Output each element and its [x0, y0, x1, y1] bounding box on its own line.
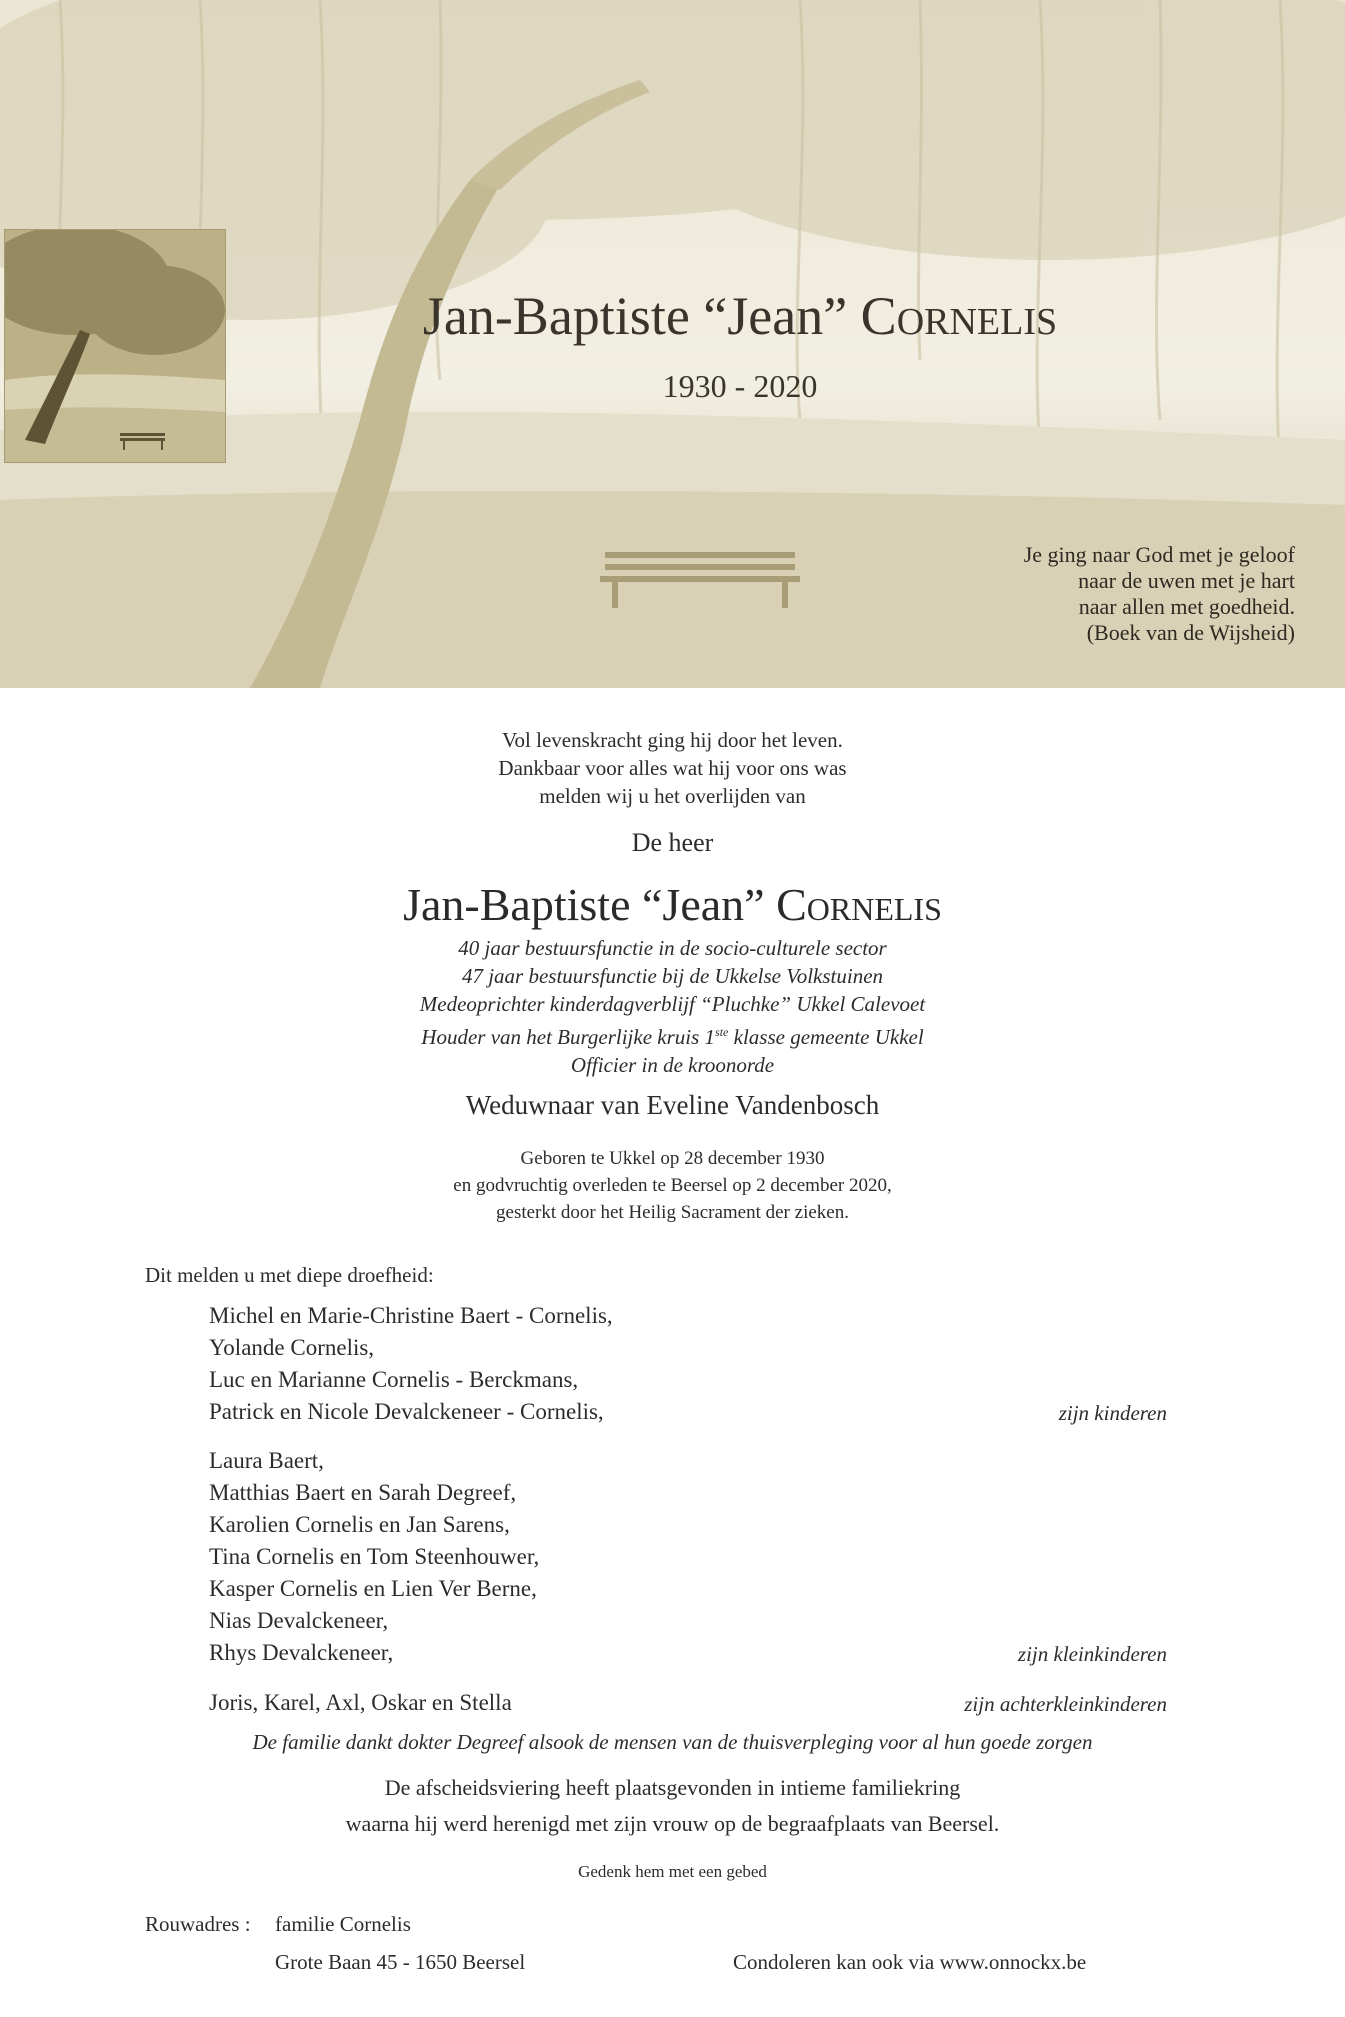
address-family: familie Cornelis [275, 1912, 411, 1936]
great-grandchildren-role: zijn achterkleinkinderen [964, 1692, 1167, 1716]
children-line: Michel en Marie-Christine Baert - Cornelis, [209, 1303, 613, 1328]
condolence-website: Condoleren kan ook via www.onnockx.be [733, 1950, 1087, 1974]
address-label: Rouwadres : [145, 1912, 251, 1936]
grandchildren-line: Laura Baert, [209, 1448, 324, 1473]
functions-list: 40 jaar bestuursfunctie in de socio-culturele sector 47 jaar bestuursfunctie bij de Ukkelse Volkstuinen Medeoprichter kinderdagverblijf “Pluchke” Ukkel Calevoet Houder van het Burgerlijke kruis 1ste klasse gemeente Ukkel Officier in de kroonorde [419, 936, 926, 1077]
widower-line: Weduwnaar van Eveline Vandenbosch [465, 1090, 880, 1120]
title-de-heer: De heer [631, 828, 714, 857]
farewell-note: De afscheidsviering heeft plaatsgevonden in intieme familiekring waarna hij werd herenigd met zijn vrouw op de begraafplaats van Beersel. [345, 1775, 1000, 1836]
grandchildren-line: Matthias Baert en Sarah Degreef, [209, 1480, 517, 1505]
grandchildren-line: Nias Devalckeneer, [209, 1608, 389, 1633]
announcement-heading: Dit melden u met diepe droefheid: [145, 1263, 434, 1287]
great-grandchildren-line: Joris, Karel, Axl, Oskar en Stella [209, 1690, 512, 1715]
grandchildren-line: Kasper Cornelis en Lien Ver Berne, [209, 1576, 537, 1601]
header-banner [0, 0, 1345, 688]
header-life-years: 1930 - 2020 [662, 368, 818, 404]
header-deceased-name: Jan-Baptiste “Jean” Cornelis [422, 286, 1058, 346]
children-role: zijn kinderen [1058, 1401, 1167, 1425]
children-line: Patrick en Nicole Devalckeneer - Cornelis, [209, 1399, 604, 1424]
birth-death-details: Geboren te Ukkel op 28 december 1930 en godvruchtig overleden te Beersel op 2 december 2020, gesterkt door het Heilig Sacrament der zieken. [453, 1148, 892, 1223]
prayer-note: Gedenk hem met een gebed [578, 1862, 767, 1881]
grandchildren-line: Rhys Devalckeneer, [209, 1640, 394, 1665]
deceased-name: Jan-Baptiste “Jean” Cornelis [403, 879, 942, 930]
grandchildren-line: Tina Cornelis en Tom Steenhouwer, [209, 1544, 540, 1569]
children-line: Luc en Marianne Cornelis - Berckmans, [209, 1367, 579, 1392]
address-street: Grote Baan 45 - 1650 Beersel [275, 1950, 526, 1974]
poem-quote: Je ging naar God met je geloof naar de uwen met je hart naar allen met goedheid. (Boek van de Wijsheid) [1023, 542, 1295, 645]
thanks-note: De familie dankt dokter Degreef alsook de mensen van de thuisverpleging voor al hun goede zorgen [252, 1730, 1093, 1754]
inset-photo [4, 229, 226, 463]
grandchildren-role: zijn kleinkinderen [1017, 1642, 1167, 1666]
intro-text: Vol levenskracht ging hij door het leven. Dankbaar voor alles wat hij voor ons was melden wij u het overlijden van [498, 728, 847, 808]
children-line: Yolande Cornelis, [209, 1335, 375, 1360]
grandchildren-line: Karolien Cornelis en Jan Sarens, [209, 1512, 510, 1537]
